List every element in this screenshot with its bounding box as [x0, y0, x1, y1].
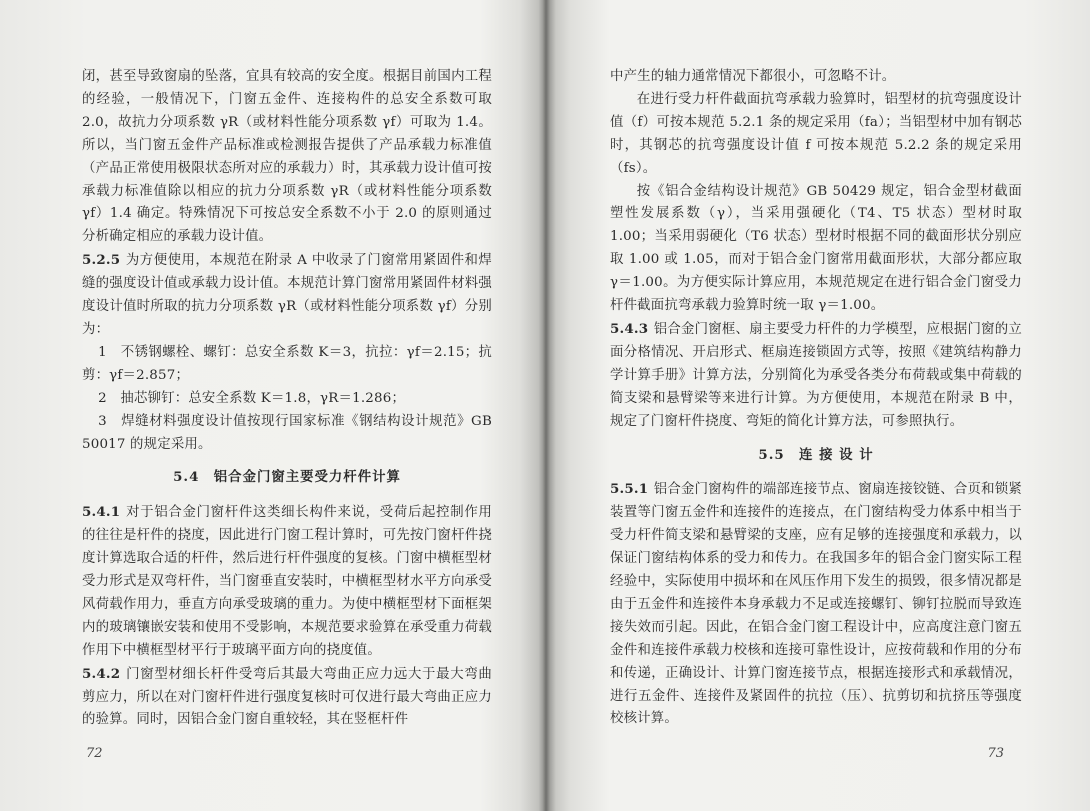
- paragraph: 闭，甚至导致窗扇的坠落，宜具有较高的安全度。根据目前国内工程的经验，一般情况下，门窗五金件、连接构件的总安全系数可取 2.0，故抗力分项系数 γR（或材料性能分项系数 γf）可取为 1.4。所以，当门窗五金件产品标准或检测报告提供了产品承载力标准值（产品正常使用极限状态所对应的承载力）时，其承载力设计值可按承载力标准值除以相应的抗力分项系数 γR（或材料性能分项系数 γf）1.4 确定。特殊情况下可按总安全系数不小于 2.0 的原则通过分析确定相应的承载力设计值。: [82, 69, 492, 245]
- paragraph: 按《铝合金结构设计规范》GB 50429 规定，铝合金型材截面塑性发展系数（γ），当采用强硬化（T4、T5 状态）型材时取 1.00；当采用弱硬化（T6 状态）型材时根据不同的截面形状分别应取 1.00 或 1.05，而对于铝合金门窗常用截面形状，大部分都应取 γ＝1.00。为方便实际计算应用，本规范规定在进行铝合金门窗受力杆件截面抗弯承载力验算时统一取 γ＝1.00。: [610, 183, 1022, 314]
- clause-text: 对于铝合金门窗杆件这类细长构件来说，受荷后起控制作用的往往是杆件的挠度，因此进行门窗工程计算时，可先按门窗杆件挠度计算选取合适的杆件，然后进行杆件强度的复核。门窗中横框型材受力形式是双弯杆件，当门窗垂直安装时，中横框型材水平方向承受风荷载作用力，垂直方向承受玻璃的重力。为使中横框型材下面框架内的玻璃镶嵌安装和使用不受影响，本规范要求验算在承受重力荷载作用下中横框型材平行于玻璃平面方向的挠度值。: [82, 505, 492, 658]
- clause-number: 5.4.2: [82, 665, 121, 682]
- paragraph: 中产生的轴力通常情况下都很小，可忽略不计。: [610, 69, 896, 84]
- page-number: 73: [987, 746, 1004, 761]
- clause-text: 铝合金门窗构件的端部连接节点、窗扇连接铰链、合页和锁紧装置等门窗五金件和连接件的连接点，在门窗结构受力体系中相当于受力杆件简支梁和悬臂梁的支座，应有足够的连接强度和承载力，以保证门窗结构体系的受力和传力。在我国多年的铝合金门窗实际工程经验中，实际使用中损坏和在风压作用下发生的损毁，很多情况都是由于五金件和连接件本身承载力不足或连接螺钉、铆钉拉脱而导致连接失效而引起。因此，在铝合金门窗工程设计中，应高度注意门窗五金件和连接件承载力校核和连接可靠性设计，应按荷载和作用的分布和传递，正确设计、计算门窗连接节点，根据连接形式和承载情况，进行五金件、连接件及紧固件的抗拉（压）、抗剪切和抗挤压等强度校核计算。: [610, 482, 1022, 727]
- list-item: 2 抽芯铆钉：总安全系数 K＝1.8，γR＝1.286；: [98, 390, 406, 406]
- clause-text: 铝合金门窗框、扇主要受力杆件的力学模型，应根据门窗的立面分格情况、开启形式、框扇连接锁固方式等，按照《建筑结构静力学计算手册》计算方法，分别简化为承受各类分布荷载或集中荷载的简支梁和悬臂梁等来进行计算。为方便使用，本规范在附录 B 中，规定了门窗杆件挠度、弯矩的简化计算方法，可参照执行。: [610, 321, 1022, 429]
- clause-paragraph: [610, 478, 1022, 731]
- clause-number: 5.4.1: [82, 504, 121, 521]
- list-item: 1 不锈钢螺栓、螺钉：总安全系数 K＝3，抗拉：γf＝2.15；抗剪：γf＝2.857；: [82, 344, 492, 383]
- right-page: [548, 0, 1090, 811]
- clause-text: 门窗型材细长杆件受弯后其最大弯曲正应力远大于最大弯曲剪应力，所以在对门窗杆件进行强度复核时可仅进行最大弯曲正应力的验算。同时，因铝合金门窗自重较轻，其在竖框杆件: [82, 666, 492, 728]
- clause-paragraph: [610, 318, 1022, 434]
- clause-paragraph: [82, 501, 492, 662]
- clause-text: 为方便使用，本规范在附录 A 中收录了门窗常用紧固件和焊缝的强度设计值或承载力设计值。本规范计算门窗常用紧固件材料强度设计值时所取的抗力分项系数 γR（或材料性能分项系数 γf）分别为：: [82, 253, 492, 337]
- paragraph: 在进行受力杆件截面抗弯承载力验算时，铝型材的抗弯强度设计值（f）可按本规范 5.2.1 条的规定采用（fa）；当铝型材中加有钢芯时，其钢芯的抗弯强度设计值 f 可按本规范 5.2.2 条的规定采用（fs）。: [610, 91, 1022, 176]
- section-title: 5.5 连 接 设 计: [758, 446, 874, 463]
- page-number: 72: [86, 746, 103, 761]
- clause-number: 5.4.3: [610, 320, 649, 337]
- list-item: 3 焊缝材料强度设计值按现行国家标准《钢结构设计规范》GB 50017 的规定采用。: [82, 413, 492, 452]
- clause-number: 5.2.5: [82, 252, 121, 269]
- clause-paragraph: [82, 249, 492, 342]
- right-page-text: [610, 66, 1022, 731]
- left-page-text: [82, 66, 492, 732]
- section-title: 5.4 铝合金门窗主要受力杆件计算: [173, 469, 401, 486]
- clause-number: 5.5.1: [610, 481, 649, 498]
- clause-paragraph: [82, 663, 492, 733]
